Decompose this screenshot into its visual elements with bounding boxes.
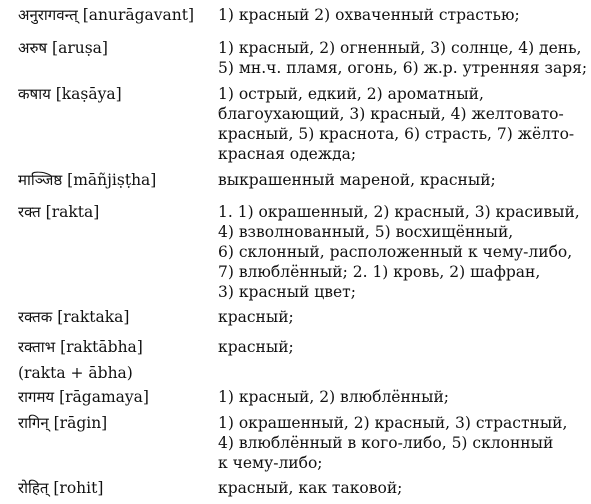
- definition-line: красный, как таковой;: [218, 479, 403, 497]
- entry-definition: [218, 170, 588, 190]
- definition-line: красная одежда;: [218, 145, 357, 163]
- etymology-note: (rakta + ābha): [18, 364, 133, 382]
- definition-line: 5) мн.ч. пламя, огонь, 6) ж.р. утренняя заря;: [218, 59, 588, 77]
- devanagari-headword: रक्ताभ: [18, 338, 56, 356]
- entry-definition: [218, 84, 588, 164]
- entry-term: [18, 337, 218, 383]
- entry-term: [18, 38, 218, 58]
- transliteration: [anurāgavant]: [82, 6, 195, 24]
- transliteration: [aruṣa]: [52, 39, 108, 57]
- entry-definition: [218, 478, 588, 498]
- definition-line: выкрашенный мареной, красный;: [218, 171, 496, 189]
- definition-line: благоухающий, 3) красный, 4) желтовато-: [218, 105, 564, 123]
- devanagari-headword: रागिन्: [18, 414, 49, 432]
- devanagari-headword: कषाय: [18, 85, 51, 103]
- devanagari-headword: रोहित्: [18, 479, 49, 497]
- entry-term: [18, 202, 218, 222]
- definition-line: 1) красный 2) охваченный страстью;: [218, 6, 520, 24]
- transliteration: [rāgamaya]: [59, 388, 149, 406]
- entry-definition: [218, 307, 588, 327]
- transliteration: [raktābha]: [60, 338, 143, 356]
- transliteration: [raktaka]: [57, 308, 130, 326]
- transliteration: [rāgin]: [53, 414, 108, 432]
- definition-line: 1. 1) окрашенный, 2) красный, 3) красивый,: [218, 203, 580, 221]
- definition-line: 6) склонный, расположенный к чему-либо,: [218, 243, 573, 261]
- definition-line: к чему-либо;: [218, 454, 323, 472]
- devanagari-headword: अरुष: [18, 39, 48, 57]
- devanagari-headword: रागमय: [18, 388, 55, 406]
- entry-definition: [218, 5, 588, 25]
- definition-line: красный;: [218, 338, 294, 356]
- devanagari-headword: अनुरागवन्त्: [18, 6, 78, 24]
- entry-term: [18, 478, 218, 498]
- definition-line: 1) красный, 2) огненный, 3) солнце, 4) день,: [218, 39, 582, 57]
- entry-term: [18, 413, 218, 433]
- entry-term: [18, 307, 218, 327]
- devanagari-headword: रक्त: [18, 203, 41, 221]
- definition-line: 3) красный цвет;: [218, 283, 356, 301]
- definition-line: 1) окрашенный, 2) красный, 3) страстный,: [218, 414, 568, 432]
- entry-term: [18, 84, 218, 104]
- transliteration: [māñjiṣṭha]: [67, 171, 157, 189]
- transliteration: [rakta]: [45, 203, 100, 221]
- entry-definition: [218, 387, 588, 407]
- transliteration: [kaṣāya]: [55, 85, 122, 103]
- entry-definition: [218, 202, 588, 302]
- definition-line: 1) острый, едкий, 2) ароматный,: [218, 85, 484, 103]
- devanagari-headword: रक्तक: [18, 308, 53, 326]
- entry-term: [18, 5, 218, 25]
- definition-line: красный, 5) краснота, 6) страсть, 7) жёлто-: [218, 125, 575, 143]
- entry-definition: [218, 38, 588, 78]
- entry-term: [18, 170, 218, 190]
- entry-definition: [218, 413, 588, 473]
- entry-definition: [218, 337, 588, 357]
- transliteration: [rohit]: [53, 479, 104, 497]
- definition-line: 4) взволнованный, 5) восхищённый,: [218, 223, 514, 241]
- definition-line: 1) красный, 2) влюблённый;: [218, 388, 450, 406]
- devanagari-headword: माञ्जिष्ठ: [18, 171, 63, 189]
- definition-line: 4) влюблённый в кого-либо, 5) склонный: [218, 434, 554, 452]
- definition-line: красный;: [218, 308, 294, 326]
- entry-term: [18, 387, 218, 407]
- definition-line: 7) влюблённый; 2. 1) кровь, 2) шафран,: [218, 263, 541, 281]
